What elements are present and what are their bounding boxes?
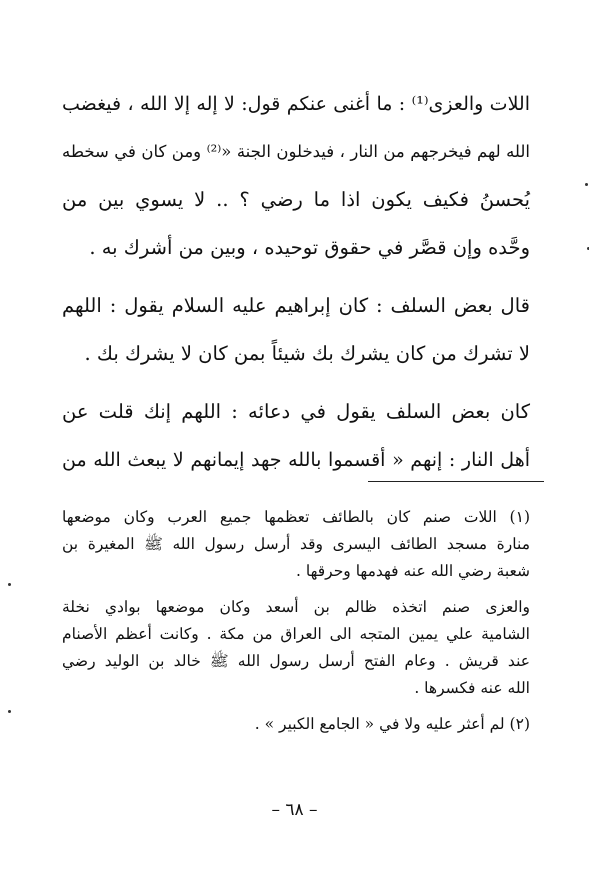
text-line: قال بعض السلف : كان إبراهيم عليه السلام يقول : اللهم bbox=[62, 294, 530, 317]
footnote-1-continued bbox=[62, 594, 530, 702]
scan-speck bbox=[8, 583, 11, 586]
text-line: لا تشرك من كان يشرك بك شيئاً بمن كان لا يشرك بك . bbox=[84, 342, 530, 365]
paragraph-1 bbox=[62, 80, 530, 272]
paragraph-gap bbox=[62, 272, 530, 282]
footnote-gap bbox=[62, 585, 530, 594]
main-text bbox=[62, 80, 530, 484]
footnote-line: عند قريش . وعام الفتح أرسل رسول الله ﷺ خالد بن الوليد رضي bbox=[62, 652, 530, 670]
footnote-line: شعبة رضي الله عنه فهدمها وحرقها . bbox=[296, 562, 530, 580]
footnote-line: (٢) لم أعثر عليه ولا في « الجامع الكبير » . bbox=[254, 715, 530, 733]
scan-speck bbox=[8, 710, 11, 713]
footnote-line: الله عنه فكسرها . bbox=[414, 679, 530, 697]
text-line: أهل النار : إنهم « أقسموا بالله جهد إيمانهم لا يبعث الله من bbox=[62, 449, 530, 471]
footnote-line: الشامية علي يمين المتجه الى العراق من مكة . وكانت أعظم الأصنام bbox=[62, 625, 530, 643]
footnote-1 bbox=[62, 504, 530, 585]
paragraph-2 bbox=[62, 282, 530, 378]
text-line: اللات والعزى⁧⁽¹⁾⁩ : ما أغنى عنكم قول: لا إله إلا الله ، فيغضب bbox=[62, 93, 530, 115]
page-number: – ٦٨ – bbox=[271, 800, 318, 820]
text-line: كان بعض السلف يقول في دعائه : اللهم إنك قلت عن bbox=[62, 400, 530, 423]
footnote-line: منارة مسجد الطائف اليسرى وقد أرسل رسول الله ﷺ المغيرة بن bbox=[62, 535, 530, 553]
footnote-line: (١) اللات صنم كان بالطائف تعظمها جميع العرب وكان موضعها bbox=[62, 508, 530, 526]
text-line: الله لهم فيخرجهم من النار ، فيدخلون الجنة «⁽²⁾ ومن كان في سخطه bbox=[62, 142, 530, 161]
footnote-line: والعزى صنم اتخذه ظالم بن أسعد وكان موضعها بوادي نخلة bbox=[62, 598, 530, 616]
scan-speck bbox=[585, 183, 588, 186]
paragraph-3 bbox=[62, 388, 530, 484]
footnotes bbox=[62, 504, 530, 738]
footnote-2 bbox=[62, 711, 530, 738]
footnote-gap bbox=[62, 702, 530, 711]
text-line: يُحسنُ فكيف يكون اذا ما رضي ؟ .. لا يسوي بين من bbox=[62, 188, 530, 211]
paragraph-gap bbox=[62, 378, 530, 388]
footnote-separator bbox=[368, 481, 544, 482]
text-line: وحَّده وإن قصَّر في حقوق توحيده ، وبين من أشرك به . bbox=[89, 236, 530, 259]
